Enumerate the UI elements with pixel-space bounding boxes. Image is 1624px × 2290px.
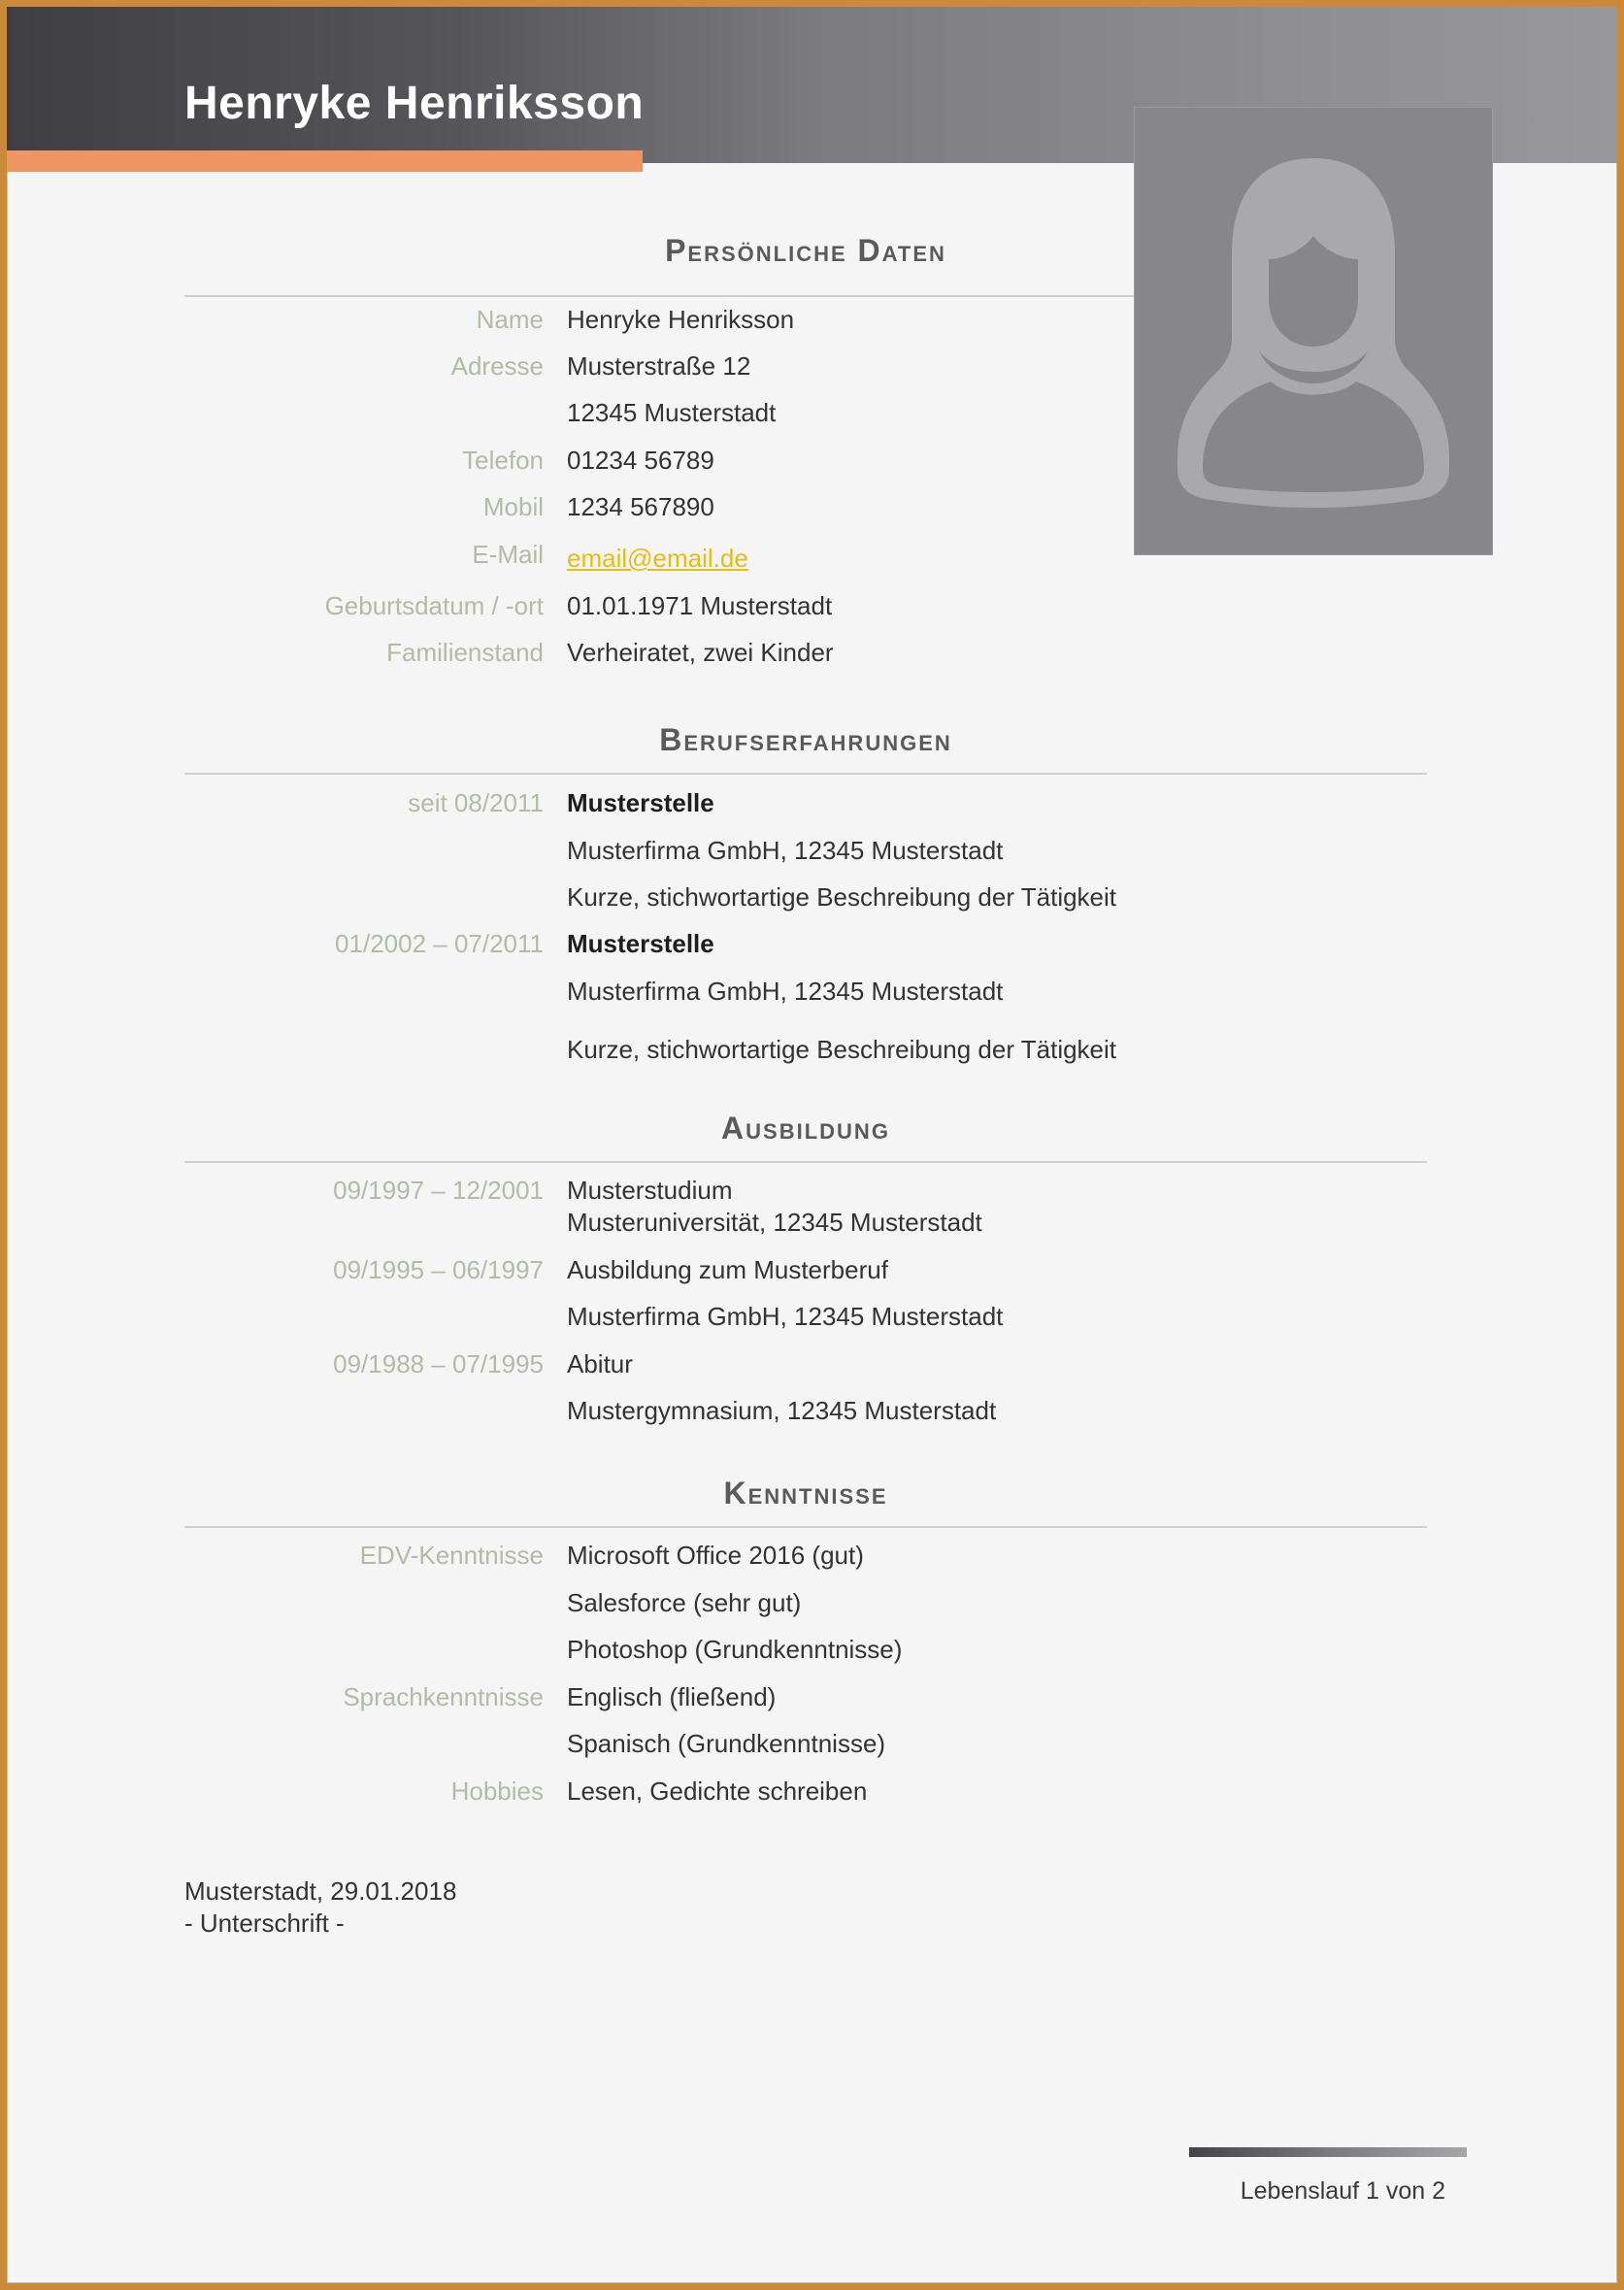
value-marital-status: Verheiratet, zwei Kinder [567,638,834,667]
experience-position: Musterstelle [567,929,714,958]
skill-item: Microsoft Office 2016 (gut) [567,1541,864,1570]
skill-item: Englisch (fließend) [567,1682,777,1711]
skills-label-hobbies: Hobbies [450,1776,544,1806]
cv-page [7,7,1617,2283]
section-divider [184,1161,1427,1163]
experience-period: seit 08/2011 [408,788,544,817]
label-mobile: Mobil [482,492,544,521]
education-institution: Musteruniversität, 12345 Musterstadt [567,1208,982,1237]
page-number: Lebenslauf 1 von 2 [1240,2177,1445,2205]
cv-name-title: Henryke Henriksson [184,78,645,129]
profile-photo [1134,107,1493,555]
education-institution: Musterfirma GmbH, 12345 Musterstadt [567,1302,1004,1331]
experience-company: Musterfirma GmbH, 12345 Musterstadt [567,836,1004,865]
label-marital-status: Familienstand [386,638,544,667]
skills-label-it: EDV-Kenntnisse [359,1541,544,1570]
label-email: E-Mail [472,540,544,569]
label-birth: Geburtsdatum / -ort [324,591,544,620]
section-divider [184,1526,1427,1528]
label-address: Adresse [450,351,544,381]
header-accent-stripe [7,150,643,172]
education-period: 09/1997 – 12/2001 [333,1176,544,1205]
email-link[interactable]: email@email.de [567,544,748,573]
education-title: Abitur [567,1349,633,1378]
person-silhouette-icon [1135,108,1492,554]
experience-description: Kurze, stichwortartige Beschreibung der Tätigkeit [567,882,1117,912]
value-phone: 01234 56789 [567,446,714,475]
education-title: Ausbildung zum Musterberuf [567,1255,888,1284]
experience-description: Kurze, stichwortartige Beschreibung der Tätigkeit [567,1035,1117,1064]
skill-item: Spanisch (Grundkenntnisse) [567,1729,886,1758]
label-phone: Telefon [462,446,544,475]
education-period: 09/1988 – 07/1995 [333,1349,544,1378]
value-birth: 01.01.1971 Musterstadt [567,591,833,620]
section-divider [184,295,1134,297]
footer-bar [1189,2147,1467,2157]
value-address-city: 12345 Musterstadt [567,398,777,427]
experience-period: 01/2002 – 07/2011 [335,929,544,958]
signature-place-date: Musterstadt, 29.01.2018 [184,1876,457,1906]
section-title-personal: Persönliche Daten [665,233,946,268]
skill-item: Lesen, Gedichte schreiben [567,1776,868,1806]
value-mobile: 1234 567890 [567,492,714,521]
section-title-education: Ausbildung [721,1111,890,1145]
education-period: 09/1995 – 06/1997 [333,1255,544,1284]
section-title-experience: Berufserfahrungen [659,722,952,757]
experience-position: Musterstelle [567,788,714,817]
value-address-street: Musterstraße 12 [567,351,751,381]
label-name: Name [476,305,544,334]
skills-label-languages: Sprachkenntnisse [343,1682,544,1711]
education-institution: Mustergymnasium, 12345 Musterstadt [567,1396,997,1425]
section-title-skills: Kenntnisse [723,1476,888,1510]
experience-company: Musterfirma GmbH, 12345 Musterstadt [567,977,1004,1006]
skill-item: Photoshop (Grundkenntnisse) [567,1635,903,1664]
skill-item: Salesforce (sehr gut) [567,1588,802,1617]
value-name: Henryke Henriksson [567,305,795,334]
section-divider [184,773,1427,775]
education-title: Musterstudium [567,1176,733,1205]
signature-line: - Unterschrift - [184,1908,345,1938]
